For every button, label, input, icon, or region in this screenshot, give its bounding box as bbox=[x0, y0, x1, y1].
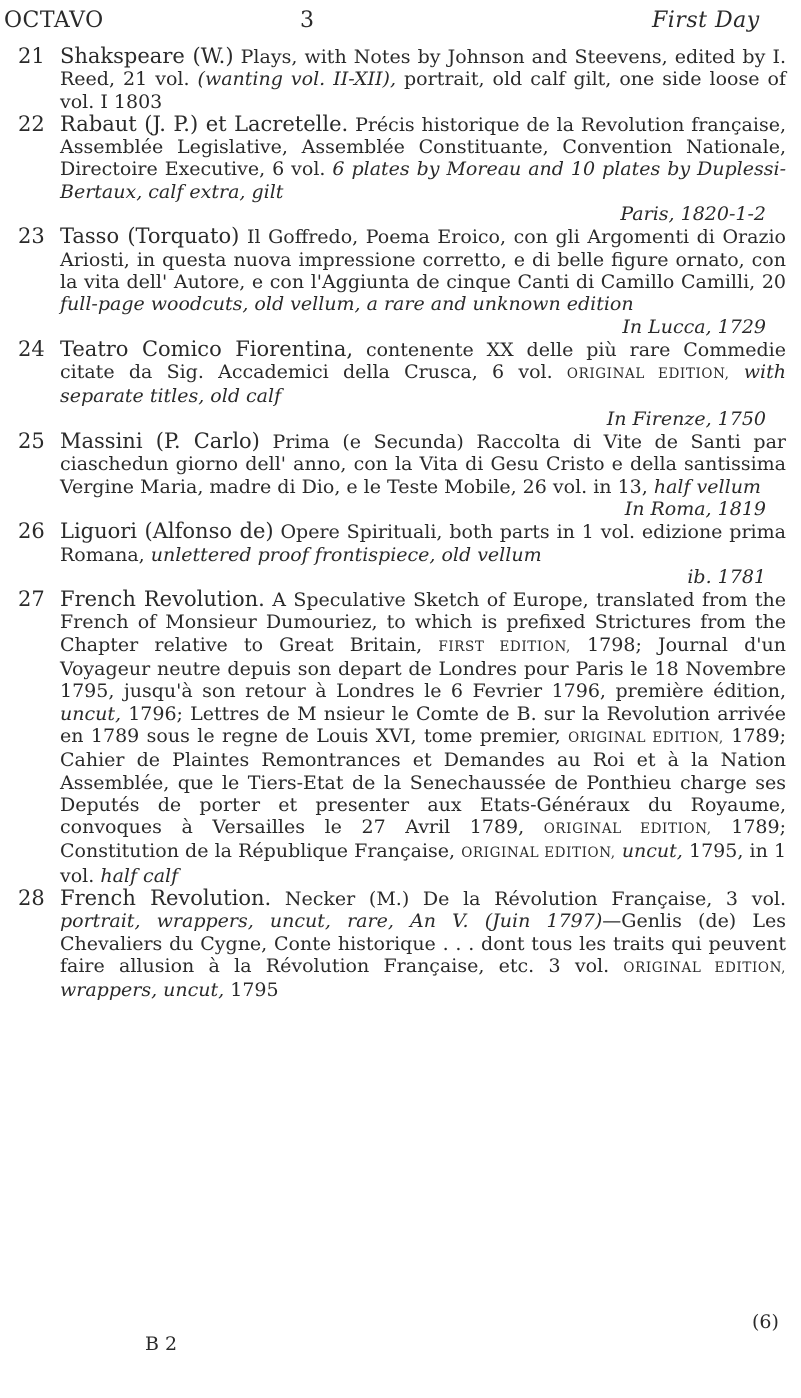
lot-edition: ORIGINAL EDITION, bbox=[568, 729, 724, 746]
page-header bbox=[0, 8, 801, 40]
lot-number: 23 bbox=[18, 224, 45, 249]
lot-description: 1789; Cahier de Plaintes Remontrances et Demandes au Roi et à la Nation Assemblée, que le Tiers-Etat de la Senechaussée de Ponthieu charge ses Deputés de porter et presenter aux Etats-Généraux du Royaume, convoques à Versailles le 27 Avril 1789, bbox=[60, 724, 787, 839]
lot-edition: FIRST EDITION, bbox=[438, 638, 571, 655]
lot-author: Liguori (Alfonso de) bbox=[60, 519, 274, 544]
lot-imprint: ib. 1781 bbox=[687, 565, 766, 588]
lot-imprint: Paris, 1820-1-2 bbox=[620, 203, 766, 226]
lot-author: Shakspeare (W.) bbox=[60, 44, 234, 68]
lot-condition: with separate titles, old calf bbox=[60, 361, 787, 408]
lot-description: Necker (M.) De la Révolution Française, 3 vol. bbox=[284, 887, 786, 910]
lot-description: —Genlis (de) Les Chevaliers du Cygne, Conte historique . . . dont tous les traits qui peuvent faire allusion à la Révolution Française, etc. 3 vol. bbox=[60, 910, 786, 977]
lot-binding: portrait, old calf gilt, one side loose of vol. I bbox=[60, 68, 786, 113]
lot-imprint: In Lucca, 1729 bbox=[622, 315, 766, 338]
lot-description: 1796; Lettres de M nsieur le Comte de B. sur la Revolution arrivée en 1789 sous le regne de Louis XVI, tome premier, bbox=[60, 702, 786, 747]
lot-description: Opere Spirituali, both parts in 1 vol. edizione prima Romana, bbox=[60, 521, 786, 566]
lot-condition: full-page woodcuts, old vellum, a rare and unknown edition bbox=[60, 293, 634, 316]
lot-condition: half vellum bbox=[653, 475, 761, 498]
lot-entry bbox=[18, 338, 786, 430]
lot-number: 21 bbox=[18, 44, 45, 68]
lot-author: Rabaut (J. P.) et Lacretelle. bbox=[60, 111, 349, 136]
lot-author: Teatro Comico Fiorentina, bbox=[60, 336, 354, 361]
lot-entry bbox=[18, 520, 786, 588]
lot-condition: portrait, wrappers, uncut, rare, An V. (Juin 1797) bbox=[60, 910, 603, 933]
lot-author: French Revolution. bbox=[60, 587, 265, 612]
lot-number: 27 bbox=[18, 587, 45, 612]
lot-edition: ORIGINAL EDITION, bbox=[623, 959, 787, 976]
page-footer bbox=[0, 1311, 801, 1363]
lot-list bbox=[18, 45, 786, 1001]
lot-description: Prima (e Secunda) Raccolta di Vite de Santi par ciaschedun giorno dell' anno, con la Vita di Gesu Cristo e della santissima Vergine Maria, madre di Dio, e le Teste Mobile, 26 vol. in 13, bbox=[60, 431, 786, 498]
lot-imprint: In Firenze, 1750 bbox=[606, 407, 766, 430]
signature-mark: B 2 bbox=[145, 1333, 178, 1355]
lot-imprint: In Roma, 1819 bbox=[624, 497, 766, 520]
lot-entry bbox=[18, 588, 786, 887]
lot-count: (6) bbox=[752, 1311, 779, 1333]
lot-condition: unlettered proof frontispiece, old vellum bbox=[150, 543, 542, 566]
header-format: OCTAVO bbox=[4, 8, 104, 33]
lot-condition: (wanting vol. II-XII), bbox=[197, 68, 396, 91]
lot-author: Massini (P. Carlo) bbox=[60, 429, 260, 454]
header-sale-day: First Day bbox=[652, 8, 760, 33]
lot-author: French Revolution. bbox=[60, 885, 272, 910]
lot-description: 1795, in 1 vol. bbox=[60, 840, 787, 887]
lot-date: 1803 bbox=[113, 90, 163, 113]
lot-edition: ORIGINAL EDITION, bbox=[566, 366, 730, 383]
lot-entry bbox=[18, 45, 786, 113]
lot-condition: 6 plates by Moreau and 10 plates by Duplessi-Bertaux, calf extra, gilt bbox=[60, 158, 786, 203]
lot-description: 1789; Constitution de la République Française, bbox=[60, 816, 786, 863]
lot-description: contenente XX delle più rare Commedie citate da Sig. Accademici della Crusca, 6 vol. bbox=[60, 338, 786, 384]
lot-description: Précis historique de la Revolution française, Assemblée Legislative, Assemblée Constituante, Convention Nationale, Directoire Executive, 6 vol. bbox=[60, 113, 786, 181]
lot-description: 1798; Journal d'un Voyageur neutre depuis son depart de Londres pour Paris le 18 Novembre 1795, jusqu'à son retour à Londres le 6 Fevrier 1796, première édition, bbox=[60, 633, 787, 703]
lot-entry bbox=[18, 887, 786, 1001]
lot-description: Plays, with Notes by Johnson and Steevens, edited by I. Reed, 21 vol. bbox=[60, 46, 786, 91]
lot-entry bbox=[18, 225, 786, 337]
lot-number: 22 bbox=[18, 111, 45, 136]
lot-description: A Speculative Sketch of Europe, translated from the French of Monsieur Dumouriez, to which is prefixed Strictures from the Chapter relative to Great Britain, bbox=[60, 589, 787, 656]
lot-condition: uncut, bbox=[621, 840, 683, 863]
lot-number: 24 bbox=[18, 336, 45, 361]
lot-date: 1795 bbox=[230, 979, 279, 1002]
lot-number: 28 bbox=[18, 885, 45, 910]
lot-entry bbox=[18, 430, 786, 520]
lot-author: Tasso (Torquato) bbox=[60, 224, 240, 249]
lot-binding: half calf bbox=[100, 864, 179, 887]
lot-description: Il Goffredo, Poema Eroico, con gli Argomenti di Orazio Ariosti, in questa nuova impressione corretto, e di belle figure ornato, con la vita dell' Autore, e con l'Aggiunta de cinque Canti di Camillo Camilli, 20 bbox=[60, 226, 786, 293]
lot-condition: uncut, bbox=[60, 702, 122, 725]
lot-edition: ORIGINAL EDITION, bbox=[543, 821, 712, 838]
lot-number: 26 bbox=[18, 519, 45, 544]
lot-condition: wrappers, uncut, bbox=[60, 979, 225, 1002]
page-number: 3 bbox=[300, 8, 315, 33]
lot-edition: ORIGINAL EDITION, bbox=[461, 845, 616, 862]
lot-entry bbox=[18, 113, 786, 225]
lot-number: 25 bbox=[18, 429, 45, 454]
